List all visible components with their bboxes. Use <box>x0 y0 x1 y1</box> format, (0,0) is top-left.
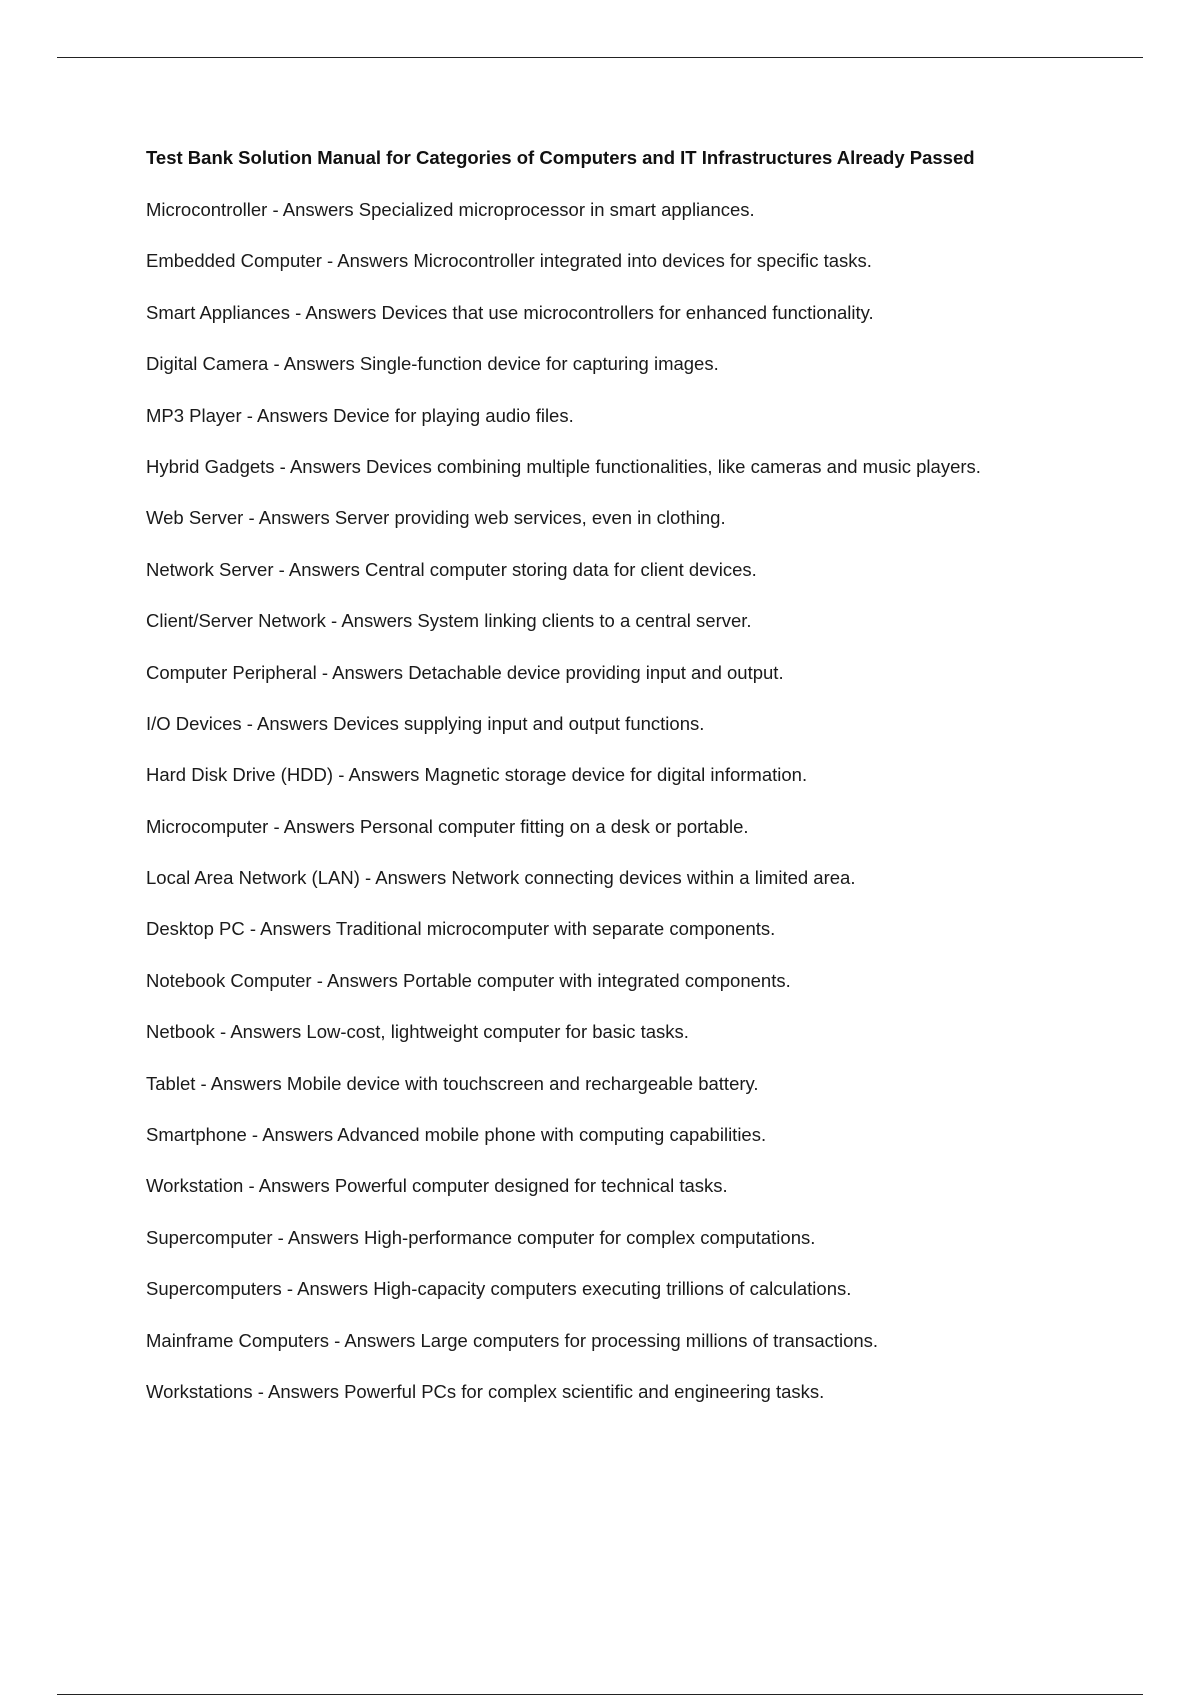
document-title: Test Bank Solution Manual for Categories of Computers and IT Infrastructures Already Passed <box>146 147 975 168</box>
document-body <box>146 143 1106 1428</box>
entry-mainframe-computers: Mainframe Computers - Answers Large computers for processing millions of transactions. <box>146 1329 879 1351</box>
entry-embedded-computer: Embedded Computer - Answers Microcontroller integrated into devices for specific tasks. <box>146 250 872 272</box>
entry-supercomputer: Supercomputer - Answers High-performance computer for complex computations. <box>146 1226 816 1248</box>
entry-supercomputers: Supercomputers - Answers High-capacity computers executing trillions of calculations. <box>146 1278 852 1300</box>
entry-tablet: Tablet - Answers Mobile device with touchscreen and rechargeable battery. <box>146 1072 759 1094</box>
entry-mp3-player: MP3 Player - Answers Device for playing audio files. <box>146 404 574 426</box>
entry-io-devices: I/O Devices - Answers Devices supplying input and output functions. <box>146 712 705 734</box>
entry-microcomputer: Microcomputer - Answers Personal computer fitting on a desk or portable. <box>146 815 749 837</box>
entry-hard-disk-drive: Hard Disk Drive (HDD) - Answers Magnetic storage device for digital information. <box>146 764 808 786</box>
header-rule <box>57 57 1143 58</box>
footer-rule <box>57 1694 1143 1695</box>
entry-digital-camera: Digital Camera - Answers Single-function device for capturing images. <box>146 353 719 375</box>
entry-list <box>146 195 1106 1407</box>
entry-microcontroller: Microcontroller - Answers Specialized microprocessor in smart appliances. <box>146 199 755 220</box>
entry-notebook-computer: Notebook Computer - Answers Portable computer with integrated components. <box>146 969 791 991</box>
entry-local-area-network: Local Area Network (LAN) - Answers Network connecting devices within a limited area. <box>146 867 856 889</box>
entry-web-server: Web Server - Answers Server providing web services, even in clothing. <box>146 507 726 529</box>
entry-desktop-pc: Desktop PC - Answers Traditional microcomputer with separate components. <box>146 918 776 940</box>
entry-smartphone: Smartphone - Answers Advanced mobile phone with computing capabilities. <box>146 1124 767 1146</box>
entry-netbook: Netbook - Answers Low-cost, lightweight computer for basic tasks. <box>146 1021 689 1043</box>
entry-hybrid-gadgets: Hybrid Gadgets - Answers Devices combining multiple functionalities, like cameras and music players. <box>146 455 981 477</box>
entry-workstations: Workstations - Answers Powerful PCs for complex scientific and engineering tasks. <box>146 1380 825 1402</box>
entry-client-server-network: Client/Server Network - Answers System linking clients to a central server. <box>146 610 752 632</box>
entry-computer-peripheral: Computer Peripheral - Answers Detachable device providing input and output. <box>146 661 784 683</box>
entry-smart-appliances: Smart Appliances - Answers Devices that use microcontrollers for enhanced functionality. <box>146 301 874 323</box>
entry-network-server: Network Server - Answers Central computer storing data for client devices. <box>146 558 757 580</box>
entry-workstation: Workstation - Answers Powerful computer designed for technical tasks. <box>146 1175 728 1197</box>
